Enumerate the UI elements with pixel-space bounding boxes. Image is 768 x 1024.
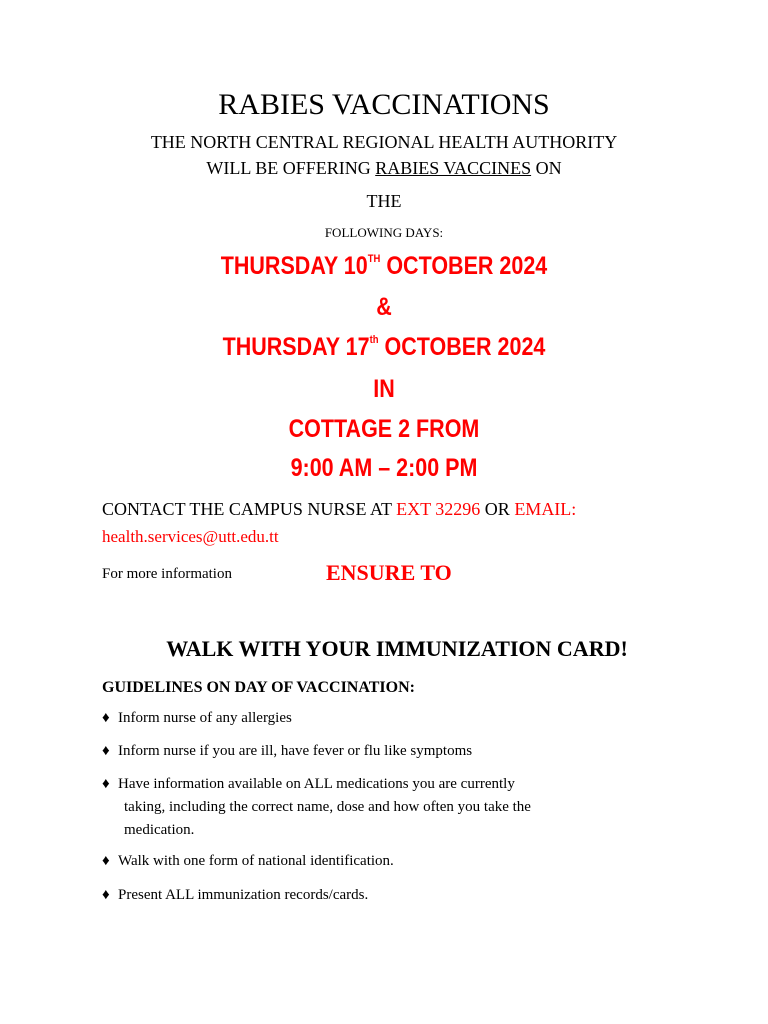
contact-prefix: CONTACT THE CAMPUS NURSE AT [102, 499, 397, 519]
page-title: RABIES VACCINATIONS [218, 88, 550, 121]
date-two-prefix: THURSDAY 17 [222, 333, 370, 361]
guideline-text-prefix: Present [118, 887, 166, 903]
date-two-ordinal: th [369, 334, 379, 346]
contact-or: OR [480, 499, 515, 519]
diamond-bullet-icon: ♦ [102, 887, 110, 903]
guideline-item [102, 707, 292, 730]
following-days-line: FOLLOWING DAYS: [324, 225, 444, 240]
offering-prefix: WILL BE OFFERING [206, 158, 376, 178]
guideline-text [118, 776, 515, 792]
guideline-text: Inform nurse of any allergies [118, 710, 292, 726]
ampersand: & [376, 293, 392, 321]
diamond-bullet-icon: ♦ [102, 710, 110, 726]
contact-line [102, 500, 576, 518]
guideline-text-suffix: medications you are currently [332, 776, 515, 792]
diamond-bullet-icon: ♦ [102, 853, 110, 869]
email-address[interactable]: health.services@utt.edu.tt [102, 527, 279, 546]
date-one-suffix: OCTOBER 2024 [380, 252, 548, 280]
in-line: IN [373, 375, 395, 403]
all-emphasis: ALL [303, 776, 333, 792]
offering-suffix: ON [531, 158, 562, 178]
rabies-vaccines-emphasis: RABIES VACCINES [375, 158, 532, 178]
email-label: EMAIL: [514, 499, 577, 519]
date-two-suffix: OCTOBER 2024 [378, 333, 546, 361]
extension-number: EXT 32296 [396, 499, 481, 519]
guideline-item [102, 850, 394, 873]
guideline-item [102, 884, 368, 907]
offering-line [0, 159, 768, 177]
date-one-ordinal: TH [367, 253, 381, 265]
guideline-text-continued: medication. [124, 822, 195, 838]
guideline-text-prefix: Have information available on [118, 776, 304, 792]
walk-with-card-heading: WALK WITH YOUR IMMUNIZATION CARD! [166, 636, 628, 661]
date-one-prefix: THURSDAY 10 [220, 252, 368, 280]
ensure-to-text: ENSURE TO [326, 560, 452, 585]
time-line: 9:00 AM – 2:00 PM [290, 454, 478, 482]
all-emphasis: ALL [165, 887, 194, 903]
date-two [54, 335, 714, 360]
date-one [54, 254, 714, 279]
guidelines-heading: GUIDELINES ON DAY OF VACCINATION: [102, 679, 415, 696]
the-line: THE [366, 191, 402, 211]
location-line: COTTAGE 2 FROM [288, 415, 480, 443]
diamond-bullet-icon: ♦ [102, 743, 110, 759]
guideline-item [102, 740, 472, 763]
guideline-text: Inform nurse if you are ill, have fever or flu like symptoms [118, 743, 473, 759]
guideline-item [102, 773, 531, 842]
more-info-text: For more information [102, 566, 232, 582]
guideline-text: Walk with one form of national identification. [118, 853, 394, 869]
guideline-text-suffix: immunization records/cards. [193, 887, 369, 903]
diamond-bullet-icon: ♦ [102, 776, 110, 792]
authority-line: THE NORTH CENTRAL REGIONAL HEALTH AUTHORITY [150, 132, 618, 152]
guideline-text-continued: taking, including the correct name, dose and how often you take the [124, 799, 531, 815]
